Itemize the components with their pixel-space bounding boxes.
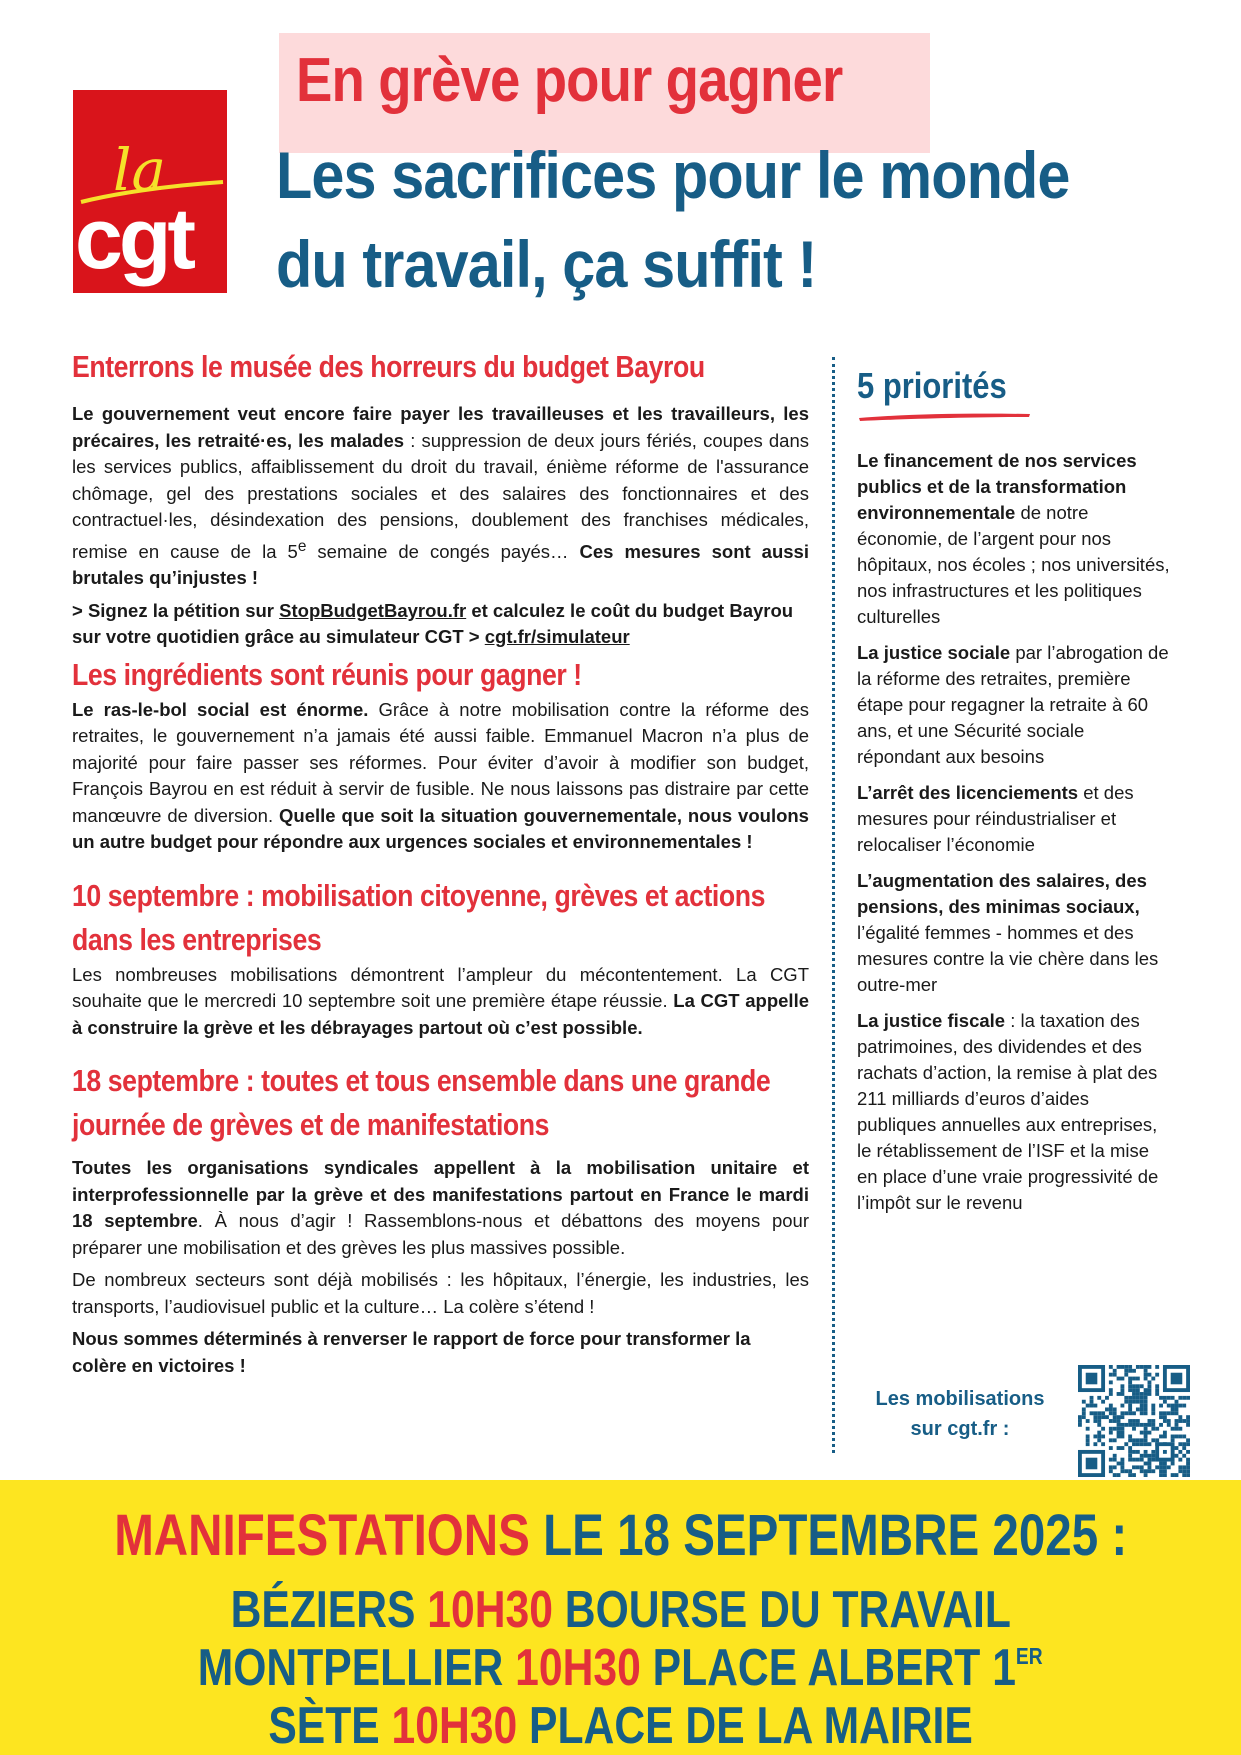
text: Les nombreuses mobilisations démontrent l’ampleur du mécontentement. La CGT souhaite que le mercredi 10 septembre soit une première étape réussie.	[72, 963, 809, 1012]
priority-text: l’égalité femmes - hommes et des mesures contre la vie chère dans les outre-mer	[857, 922, 1159, 995]
priorities-list	[857, 448, 1172, 1216]
priorities-title: 5 priorités	[857, 365, 1007, 406]
headline-line-2: du travail, ça suffit !	[276, 227, 817, 301]
time: 10H30	[391, 1697, 518, 1755]
qr-caption	[870, 1384, 1050, 1444]
logo-word: cgt	[75, 191, 192, 287]
city: BÉZIERS	[230, 1581, 428, 1639]
place: PLACE ALBERT 1	[641, 1639, 1017, 1697]
kicker-title: En grève pour gagner	[296, 46, 843, 115]
simulator-link[interactable]: cgt.fr/simulateur	[484, 626, 630, 648]
cgt-logo	[73, 90, 227, 293]
place: BOURSE DU TRAVAIL	[552, 1581, 1011, 1639]
time: 10H30	[515, 1639, 642, 1697]
footer-row-montpellier	[0, 1638, 1241, 1698]
section-heading-budget: Enterrons le musée des horreurs du budget Bayrou	[72, 349, 705, 384]
text-sup: e	[297, 537, 307, 555]
text: et calculez le coût du budget Bayrou sur votre quotidien grâce au simulateur CGT >	[72, 599, 794, 648]
sectors-paragraph: De nombreux secteurs sont déjà mobilisés : les hôpitaux, l’énergie, les industries, les transports, l’audiovisuel public et la culture… La colère s’étend !	[72, 1269, 809, 1317]
city: SÈTE	[268, 1697, 392, 1755]
priority-text: par l’abrogation de la réforme des retraites, première étape pour regagner la retraite à 60 ans, et une Sécurité sociale répondant aux besoins	[857, 642, 1169, 767]
time: 10H30	[427, 1581, 553, 1639]
section-paragraph-sept-18	[72, 1155, 809, 1261]
text-bold: Ces mesures sont aussi brutales qu’injustes !	[72, 540, 809, 589]
logo-script: la	[113, 136, 167, 204]
text-bold: La CGT appelle à construire la grève et les débrayages partout où c’est possible.	[72, 990, 809, 1038]
footer-row-beziers	[0, 1580, 1241, 1640]
section-paragraph-budget	[72, 401, 809, 592]
priorities-column	[857, 365, 1172, 1216]
priority-item	[857, 640, 1172, 770]
footer-headline-red: MANIFESTATIONS	[113, 1503, 530, 1568]
place-sup: ER	[1016, 1642, 1043, 1669]
priority-bold: La justice sociale	[857, 642, 1011, 663]
text: semaine de congés payés…	[306, 540, 580, 562]
priority-item	[857, 780, 1172, 858]
headline-line-1: Les sacrifices pour le monde	[276, 138, 1070, 212]
footer-headline-blue: LE 18 SEPTEMBRE 2025 :	[529, 1503, 1128, 1568]
priority-bold: L’augmentation des salaires, des pensions, des minimas sociaux,	[857, 870, 1147, 917]
priority-bold: La justice fiscale	[857, 1010, 1006, 1031]
text-bold: Quelle que soit la situation gouvernementale, nous voulons un autre budget pour répondre aux urgences sociales et environnementales !	[72, 804, 809, 853]
text: Grâce à notre mobilisation contre la réforme des retraites, le gouvernement n’a jamais été aussi faible. Emmanuel Macron n’a plus de majorité pour faire passer ses réformes. Pour éviter d’avoir à modifier son budget, François Bayrou en est réduit à servir de fusible. Ne nous laissons pas distraire par cette manœuvre de diversion.	[72, 698, 809, 826]
cgt-logo-graphic	[73, 90, 227, 293]
text-bold: Le gouvernement veut encore faire payer les travailleuses et les travailleurs, les précaires, les retraité·es, les malades	[72, 403, 809, 451]
priority-text: et des mesures pour réindustrialiser et relocaliser l’économie	[857, 782, 1134, 855]
footer-headline	[0, 1502, 1241, 1569]
priority-item	[857, 868, 1172, 998]
priority-text: de notre économie, de l’argent pour nos hôpitaux, nos écoles ; nos universités, nos infrastructures et les politiques culturelles	[857, 502, 1170, 627]
text-bold: Le ras-le-bol social est énorme.	[72, 698, 369, 720]
priority-text: : la taxation des patrimoines, des dividendes et des rachats d’action, la remise à plat des 211 milliards d’euros d’aides publiques annuelles aux entreprises, le rétablissement de l’ISF et la mise en place d’une vraie progressivité de l’impôt sur le revenu	[857, 1010, 1159, 1213]
text: . À nous d’agir ! Rassemblons-nous et débattons des moyens pour préparer une mobilisation et des grèves les plus massives possible.	[72, 1210, 809, 1258]
petition-paragraph	[72, 598, 809, 651]
priority-bold: L’arrêt des licenciements	[857, 782, 1079, 803]
section-heading-sept-10: 10 septembre : mobilisation citoyenne, grèves et actions dans les entreprises	[72, 877, 766, 957]
city: MONTPELLIER	[198, 1639, 516, 1697]
closing-paragraph: Nous sommes déterminés à renverser le rapport de force pour transformer la colère en victoires !	[72, 1328, 751, 1376]
text-bold: Toutes les organisations syndicales appellent à la mobilisation unitaire et interprofessionnelle par la grève et des manifestations partout en France le mardi 18 septembre	[72, 1157, 809, 1232]
section-paragraph-ingredients	[72, 697, 809, 856]
section-heading-sept-18: 18 septembre : toutes et tous ensemble dans une grande journée de grèves et de manifestations	[72, 1063, 771, 1143]
text: > Signez la pétition sur	[72, 599, 280, 621]
section-paragraph-sept-10	[72, 962, 809, 1042]
qr-caption-line-1: Les mobilisations	[875, 1388, 1045, 1410]
text: : suppression de deux jours fériés, coupes dans les services publics, affaiblissement du droit du travail, énième réforme de l'assurance chômage, gel des prestations sociales et des salaires des fonctionnaires et des contractuel·les, désindexation des pensions, doublement des franchises médicales, remise en cause de la 5	[72, 429, 809, 562]
place: PLACE DE LA MAIRIE	[517, 1697, 973, 1755]
title-underline-stroke	[857, 411, 1032, 421]
priority-bold: Le financement de nos services publics et de la transformation environnementale	[857, 450, 1137, 523]
footer-row-sete	[0, 1696, 1241, 1755]
priority-item	[857, 448, 1172, 630]
section-heading-ingredients: Les ingrédients sont réunis pour gagner !	[72, 656, 582, 692]
qr-code-icon[interactable]	[1078, 1365, 1190, 1477]
priority-item	[857, 1008, 1172, 1216]
qr-caption-line-2: sur cgt.fr :	[910, 1418, 1010, 1440]
petition-link[interactable]: StopBudgetBayrou.fr	[279, 599, 467, 621]
column-divider	[832, 357, 835, 1453]
main-column	[72, 345, 809, 1379]
footer-banner	[0, 1480, 1241, 1755]
